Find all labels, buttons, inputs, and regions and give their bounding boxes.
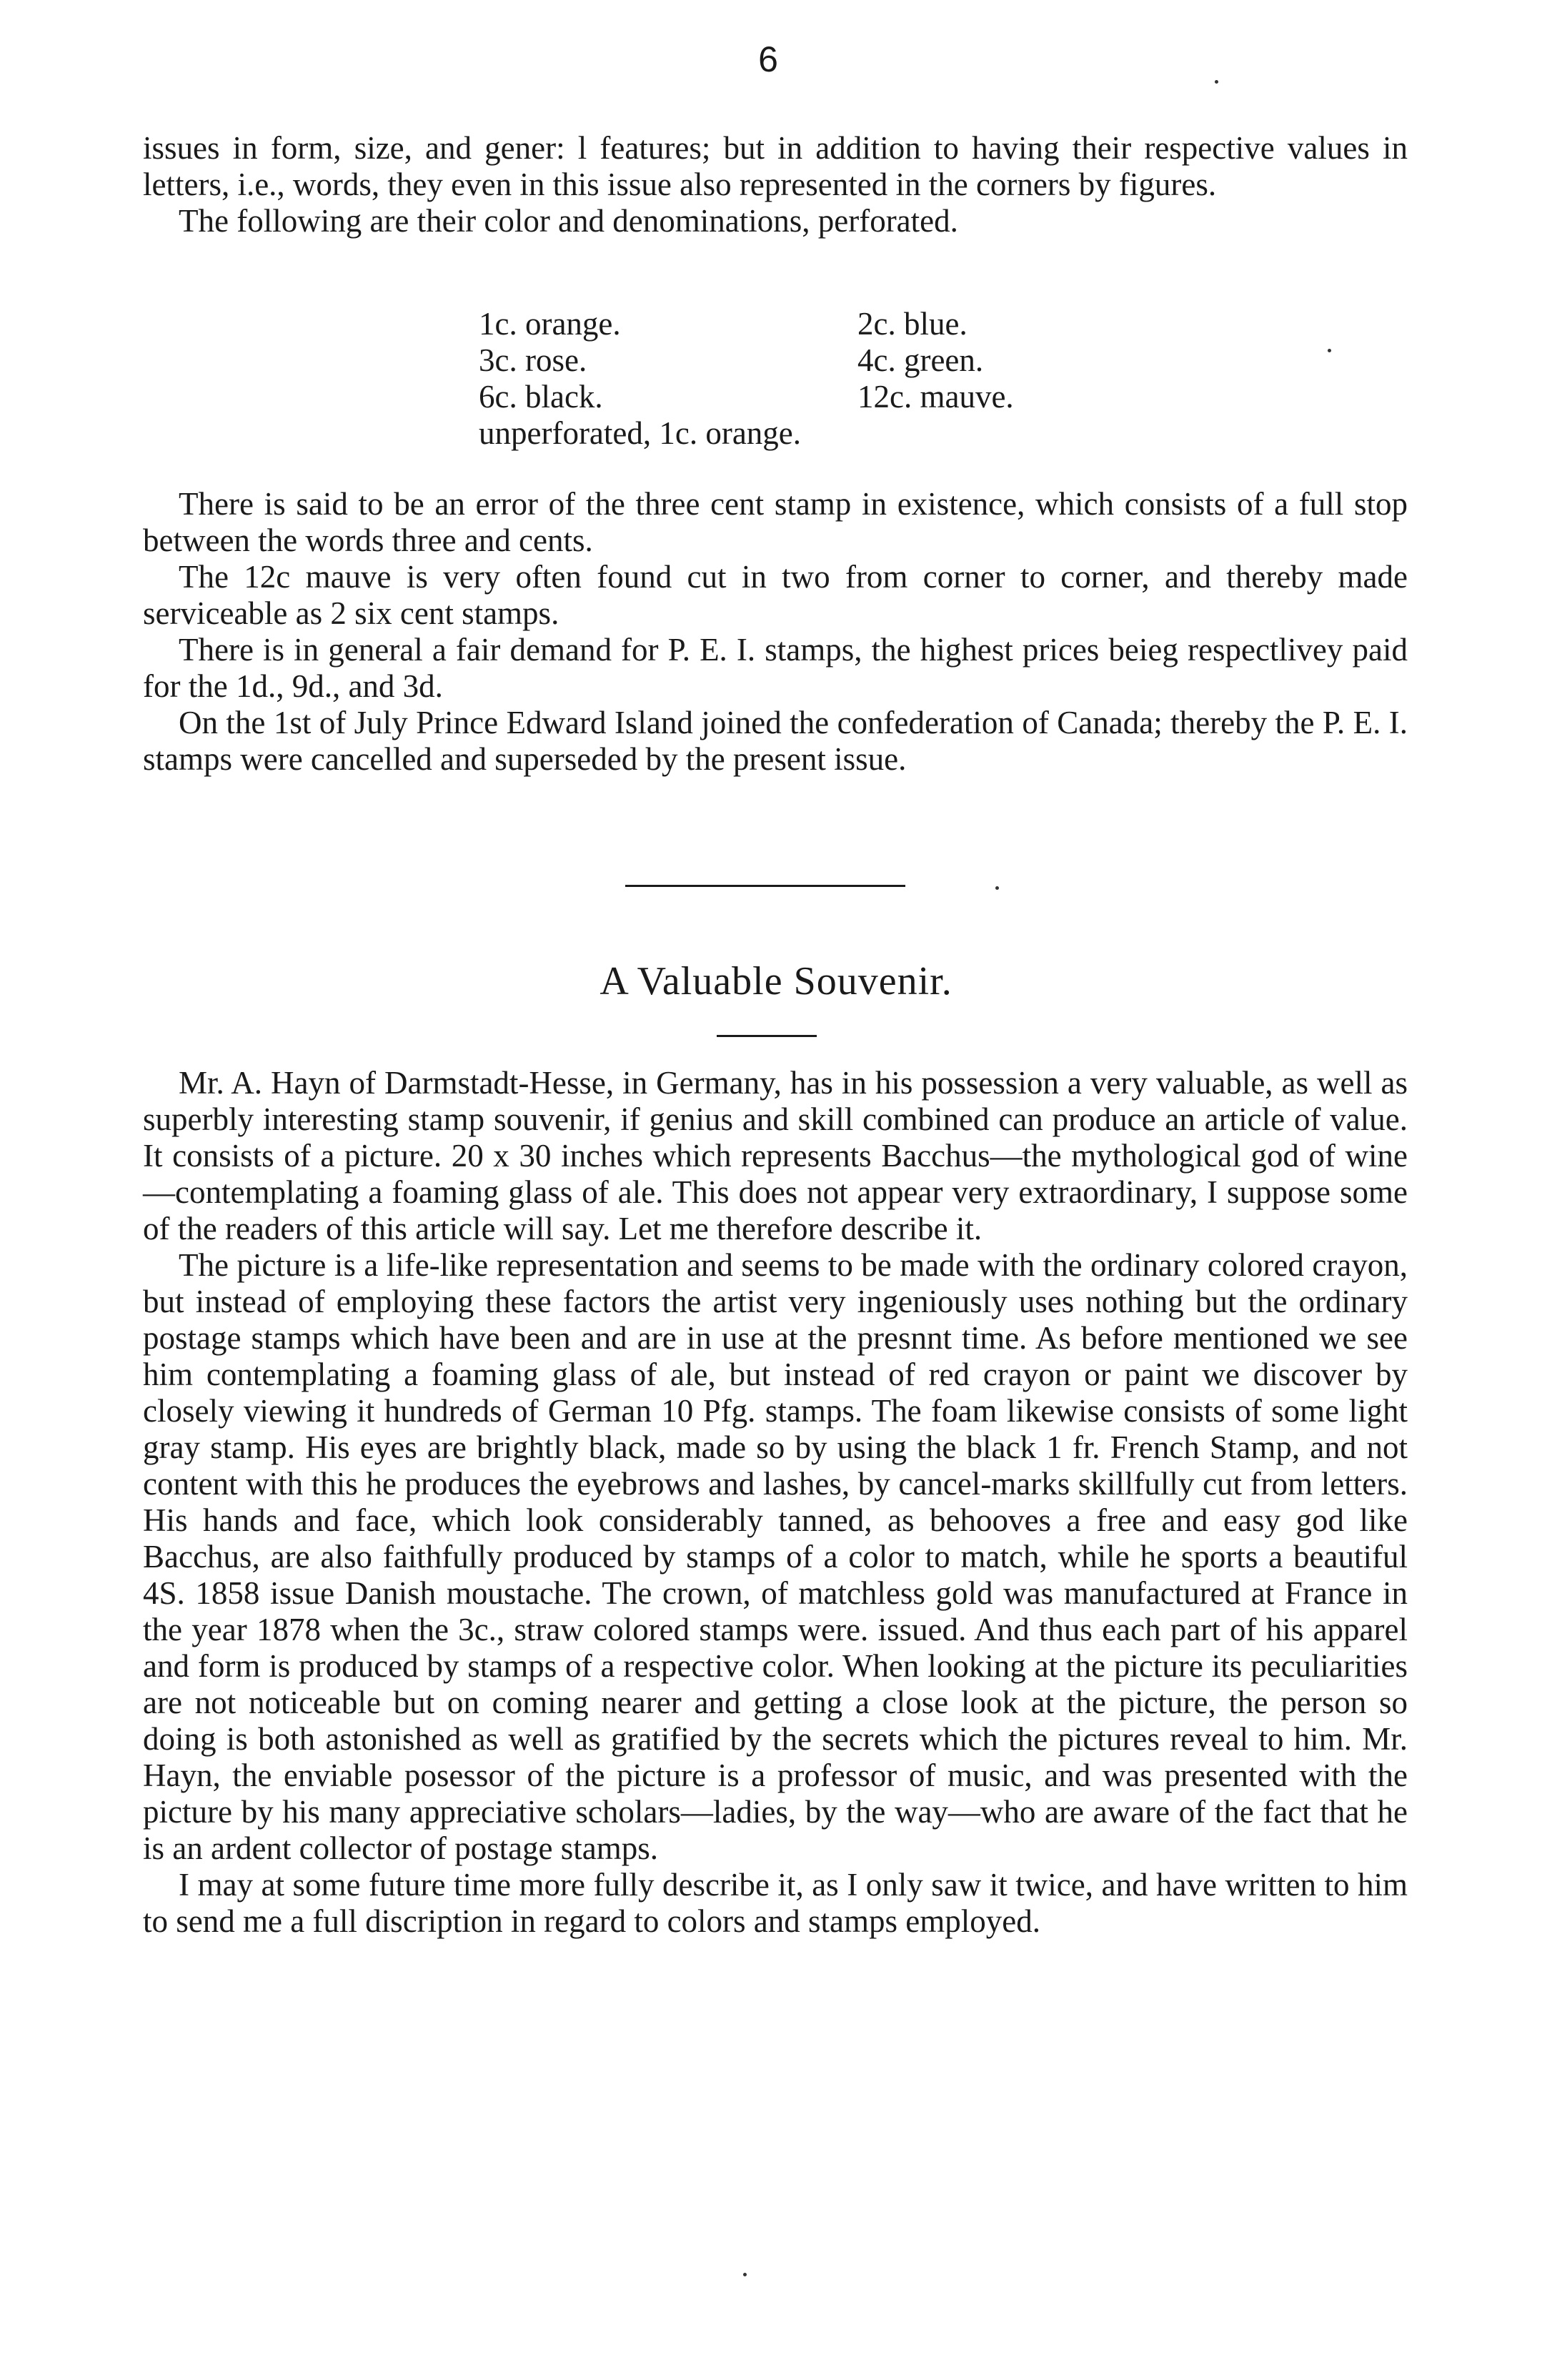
print-speck: [1215, 80, 1218, 84]
stamp-row: [479, 306, 1236, 342]
print-speck: [1328, 349, 1331, 352]
notes-paragraph-1: There is said to be an error of the three cent stamp in existence, which consists of a full stop between the words three and cents.: [143, 486, 1408, 558]
page-number: 6: [758, 39, 778, 79]
article-paragraph-3: I may at some future time more fully describe it, as I only saw it twice, and have written to him to send me a full discription in regard to colors and stamps employed.: [143, 1867, 1408, 1939]
title-divider: [717, 1035, 817, 1037]
stamp-row: [479, 342, 1236, 379]
stamp-entry: 6c. black.: [479, 379, 603, 415]
notes-section: [143, 486, 1408, 778]
article-paragraph-2: The picture is a life-like representation and seems to be made with the ordinary colored crayon, but instead of employing these factors the artist very ingeniously uses nothing but the ordinary postage stamps which have been and are in use at the presnnt time. As before mentioned we see him contemplating a foaming glass of ale, but instead of red crayon or paint we discover by closely viewing it hundreds of German 10 Pfg. stamps. The foam likewise consists of some light gray stamp. His eyes are brightly black, made so by using the black 1 fr. French Stamp, and not content with this he produces the eyebrows and lashes, by cancel-marks skillfully cut from letters. His hands and face, which look considerably tanned, as behooves a free and easy god like Bacchus, are also faithfully produced by stamps of a color to match, while he sports a beautiful 4S. 1858 issue Danish moustache. The crown, of matchless gold was manufactured at France in the year 1878 when the 3c., straw colored stamps were. issued. And thus each part of his apparel and form is produced by stamps of a respective color. When looking at the picture its peculiarities are not noticeable but on coming nearer and getting a close look at the picture, the person so doing is both astonished as well as gratified by the secrets which the pictures reveal to him. Mr. Hayn, the enviable posessor of the picture is a professor of music, and was presented with the picture by his many appreciative scholars—ladies, by the way—who are aware of the fact that he is an ardent collector of postage stamps.: [143, 1247, 1408, 1866]
stamp-entry: 12c. mauve.: [857, 379, 1014, 415]
stamp-entry: 4c. green.: [857, 342, 984, 378]
stamp-entry: 3c. rose.: [479, 342, 587, 378]
article-paragraph-1: Mr. A. Hayn of Darmstadt-Hesse, in Germany, has in his possession a very valuable, as well as superbly interesting stamp souvenir, if genius and skill combined can produce an article of value. It consists of a picture. 20 x 30 inches which represents Bacchus—the mythological god of wine—contemplating a foaming glass of ale. This does not appear very extraordinary, I suppose some of the readers of this article will say. Let me therefore describe it.: [143, 1065, 1408, 1246]
intro-section: [143, 130, 1408, 239]
notes-paragraph-3: There is in general a fair demand for P. E. I. stamps, the highest prices beieg respectlivey paid for the 1d., 9d., and 3d.: [143, 632, 1408, 704]
article-body: [143, 1065, 1408, 1940]
notes-paragraph-4: On the 1st of July Prince Edward Island joined the confederation of Canada; thereby the P. E. I. stamps were cancelled and superseded by the present issue.: [143, 705, 1408, 777]
print-speck: [995, 886, 999, 890]
stamp-unperforated: unperforated, 1c. orange.: [479, 415, 802, 451]
print-speck: [743, 2273, 747, 2276]
section-divider: [625, 885, 905, 887]
intro-paragraph-1: issues in form, size, and gener: l features; but in addition to having their respective values in letters, i.e., words, they even in this issue also represented in the corners by figures.: [143, 130, 1408, 202]
stamp-entry: 1c. orange.: [479, 306, 621, 342]
stamp-list: [479, 306, 1236, 452]
article-title: A Valuable Souvenir.: [600, 959, 952, 1003]
stamp-entry: 2c. blue.: [857, 306, 967, 342]
stamp-row: [479, 379, 1236, 415]
intro-paragraph-2: The following are their color and denominations, perforated.: [179, 203, 958, 239]
notes-paragraph-2: The 12c mauve is very often found cut in two from corner to corner, and thereby made serviceable as 2 six cent stamps.: [143, 559, 1408, 631]
